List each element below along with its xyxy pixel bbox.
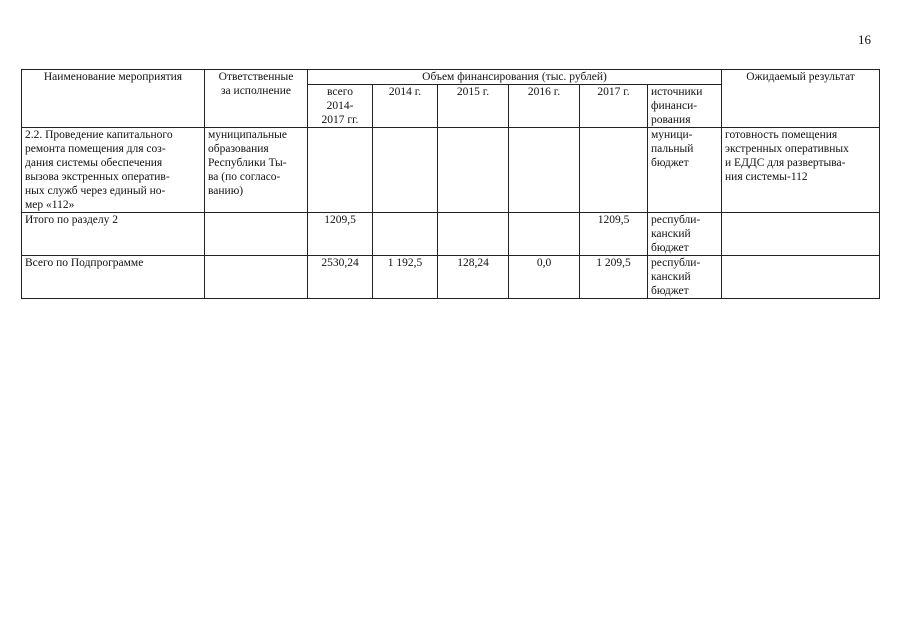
cell-result: готовность помещения экстренных оперативных и ЕДДС для развертыва- ния системы-112: [722, 128, 880, 213]
cell-2014: [373, 128, 438, 213]
cell-2017: 1 209,5: [580, 256, 648, 299]
cell-2015: [438, 128, 509, 213]
cell-responsible: [205, 213, 308, 256]
cell-total: [308, 128, 373, 213]
header-row-1: [22, 70, 880, 85]
cell-2016: 0,0: [509, 256, 580, 299]
cell-result: [722, 213, 880, 256]
cell-responsible: муниципальные образования Республики Ты- ва (по согласо- ванию): [205, 128, 308, 213]
financing-table: [21, 69, 880, 299]
cell-source: республи- канский бюджет: [648, 256, 722, 299]
cell-2016: [509, 213, 580, 256]
header-financing: Объем финансирования (тыс. рублей): [308, 70, 722, 85]
header-sources: источники финанси- рования: [648, 85, 722, 128]
header-responsible: Ответственные за исполнение: [205, 70, 308, 128]
header-2015: 2015 г.: [438, 85, 509, 128]
cell-name: 2.2. Проведение капитального ремонта помещения для соз- дания системы обеспечения вызова экстренных оператив- ных служб через единый но- мер «112»: [22, 128, 205, 213]
cell-2014: [373, 213, 438, 256]
cell-total: 2530,24: [308, 256, 373, 299]
cell-2015: 128,24: [438, 256, 509, 299]
cell-2016: [509, 128, 580, 213]
cell-2017: [580, 128, 648, 213]
cell-total: 1209,5: [308, 213, 373, 256]
table-row: [22, 256, 880, 299]
cell-source: муници- пальный бюджет: [648, 128, 722, 213]
table-row: [22, 213, 880, 256]
cell-responsible: [205, 256, 308, 299]
header-total: всего 2014- 2017 гг.: [308, 85, 373, 128]
cell-name: Итого по разделу 2: [22, 213, 205, 256]
header-name: Наименование мероприятия: [22, 70, 205, 128]
cell-2014: 1 192,5: [373, 256, 438, 299]
cell-result: [722, 256, 880, 299]
cell-source: республи- канский бюджет: [648, 213, 722, 256]
table-row: [22, 128, 880, 213]
cell-2015: [438, 213, 509, 256]
page-number: 16: [858, 32, 871, 47]
header-2016: 2016 г.: [509, 85, 580, 128]
cell-2017: 1209,5: [580, 213, 648, 256]
header-2014: 2014 г.: [373, 85, 438, 128]
header-2017: 2017 г.: [580, 85, 648, 128]
cell-name: Всего по Подпрограмме: [22, 256, 205, 299]
header-result: Ожидаемый результат: [722, 70, 880, 128]
